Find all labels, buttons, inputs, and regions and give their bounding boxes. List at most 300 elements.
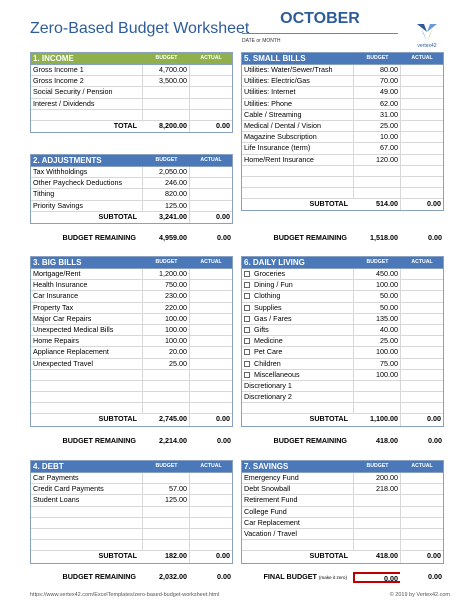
- budget-cell[interactable]: [354, 166, 401, 176]
- budget-cell[interactable]: 20.00: [143, 347, 190, 357]
- table-row: [242, 166, 443, 177]
- table-row: [242, 403, 443, 414]
- budget-cell[interactable]: [143, 473, 190, 483]
- actual-cell[interactable]: [401, 484, 443, 494]
- row-label[interactable]: Social Security / Pension: [31, 87, 143, 97]
- table-row: [242, 359, 443, 370]
- row-label[interactable]: [31, 392, 143, 402]
- worksheet-title: Zero-Based Budget Worksheet: [30, 20, 250, 37]
- budget-column-header: BUDGET: [366, 55, 389, 61]
- row-label-text: Clothing: [254, 291, 281, 301]
- row-label-text: Miscellaneous: [254, 369, 300, 379]
- row-label[interactable]: Emergency Fund: [242, 473, 354, 483]
- table-row: [31, 269, 232, 280]
- budget-cell[interactable]: 1,200.00: [143, 269, 190, 279]
- row-label[interactable]: Utilities: Internet: [242, 87, 354, 97]
- budget-cell[interactable]: 125.00: [143, 495, 190, 505]
- actual-cell[interactable]: [401, 495, 443, 505]
- row-label[interactable]: Unexpected Medical Bills: [31, 325, 143, 335]
- table-row: [242, 65, 443, 76]
- row-label[interactable]: [242, 280, 354, 290]
- budget-cell[interactable]: [143, 392, 190, 402]
- budget-cell[interactable]: [143, 370, 190, 380]
- actual-cell[interactable]: [190, 76, 232, 86]
- budget-cell[interactable]: 120.00: [354, 155, 401, 165]
- budget-cell[interactable]: 70.00: [354, 76, 401, 86]
- month-field-label: DATE or MONTH: [242, 38, 281, 44]
- table-row: [31, 201, 232, 212]
- budget-cell[interactable]: 230.00: [143, 291, 190, 301]
- table-row: [242, 76, 443, 87]
- actual-cell[interactable]: [190, 167, 232, 177]
- row-label[interactable]: Cable / Streaming: [242, 110, 354, 120]
- budget-cell[interactable]: 49.00: [354, 87, 401, 97]
- budget-cell[interactable]: 100.00: [354, 370, 401, 380]
- subtotal-budget: 2,745.00: [143, 414, 190, 425]
- actual-cell[interactable]: [190, 359, 232, 369]
- row-label[interactable]: [242, 166, 354, 176]
- row-label[interactable]: Discretionary 1: [242, 381, 354, 391]
- actual-cell[interactable]: [401, 336, 443, 346]
- actual-cell[interactable]: [401, 166, 443, 176]
- budget-cell[interactable]: 75.00: [354, 359, 401, 369]
- row-label[interactable]: Discretionary 2: [242, 392, 354, 402]
- actual-cell[interactable]: [190, 87, 232, 97]
- table-row: [31, 110, 232, 121]
- actual-cell[interactable]: [190, 65, 232, 75]
- actual-cell[interactable]: [401, 291, 443, 301]
- actual-cell[interactable]: [190, 529, 232, 539]
- final-budget-value: 0.00: [353, 572, 400, 583]
- table-row: [242, 132, 443, 143]
- table-row: [31, 403, 232, 414]
- remaining-actual: 0.00: [217, 572, 231, 581]
- budget-cell[interactable]: 125.00: [143, 201, 190, 211]
- table-row: [31, 325, 232, 336]
- row-label[interactable]: Utilities: Water/Sewer/Trash: [242, 65, 354, 75]
- table-row: [242, 188, 443, 199]
- row-label[interactable]: Utilities: Phone: [242, 99, 354, 109]
- budget-cell[interactable]: 10.00: [354, 132, 401, 142]
- remaining-actual: 0.00: [217, 233, 231, 242]
- subtotal-label: SUBTOTAL: [309, 199, 348, 209]
- actual-cell[interactable]: [190, 325, 232, 335]
- table-row: [242, 392, 443, 403]
- actual-cell[interactable]: [401, 280, 443, 290]
- checkbox-icon[interactable]: [244, 282, 250, 288]
- checkbox-icon[interactable]: [244, 349, 250, 355]
- month-field[interactable]: OCTOBER: [242, 10, 398, 34]
- actual-cell[interactable]: [401, 177, 443, 187]
- subtotal-actual: 0.00: [427, 414, 441, 424]
- row-label-text: Medicine: [254, 336, 283, 346]
- actual-cell[interactable]: [401, 540, 443, 550]
- budget-cell[interactable]: 218.00: [354, 484, 401, 494]
- budget-cell[interactable]: [143, 518, 190, 528]
- budget-cell[interactable]: [354, 188, 401, 198]
- budget-cell[interactable]: 50.00: [354, 291, 401, 301]
- budget-cell[interactable]: [354, 529, 401, 539]
- footer-url-link[interactable]: https://www.vertex42.com/ExcelTemplates/zero-based-budget-worksheet.html: [30, 592, 220, 598]
- table-row: [242, 370, 443, 381]
- remaining-budget: 1,518.00: [370, 233, 398, 242]
- checkbox-icon[interactable]: [244, 327, 250, 333]
- actual-cell[interactable]: [190, 99, 232, 109]
- table-row: [31, 303, 232, 314]
- actual-cell[interactable]: [401, 314, 443, 324]
- row-label[interactable]: [31, 110, 143, 120]
- section-adjustments: [30, 154, 233, 224]
- actual-cell[interactable]: [190, 178, 232, 188]
- total-actual: 0.00: [216, 120, 230, 130]
- subtotal-row: [31, 414, 232, 425]
- row-label[interactable]: Gross Income 1: [31, 65, 143, 75]
- subtotal-label: SUBTOTAL: [309, 551, 348, 561]
- actual-cell[interactable]: [190, 280, 232, 290]
- budget-cell[interactable]: 40.00: [354, 325, 401, 335]
- row-label-text: Pet Care: [254, 347, 283, 357]
- actual-cell[interactable]: [401, 370, 443, 380]
- row-label[interactable]: Vacation / Travel: [242, 529, 354, 539]
- subtotal-actual: 0.00: [427, 199, 441, 209]
- remaining-budget: 2,214.00: [159, 436, 187, 445]
- checkbox-icon[interactable]: [244, 338, 250, 344]
- section-title: 6. DAILY LIVING: [244, 258, 305, 267]
- row-label[interactable]: Priority Savings: [31, 201, 143, 211]
- actual-cell[interactable]: [190, 392, 232, 402]
- actual-cell[interactable]: [401, 269, 443, 279]
- row-label[interactable]: Gross Income 2: [31, 76, 143, 86]
- income-header: [31, 53, 232, 65]
- row-label[interactable]: Debt Snowball: [242, 484, 354, 494]
- actual-cell[interactable]: [401, 99, 443, 109]
- budget-cell[interactable]: 31.00: [354, 110, 401, 120]
- actual-cell[interactable]: [401, 87, 443, 97]
- checkbox-icon[interactable]: [244, 316, 250, 322]
- row-label[interactable]: Health Insurance: [31, 280, 143, 290]
- actual-cell[interactable]: [401, 381, 443, 391]
- budget-cell[interactable]: [354, 540, 401, 550]
- actual-cell[interactable]: [190, 473, 232, 483]
- budget-cell[interactable]: [354, 403, 401, 413]
- budget-cell[interactable]: 100.00: [354, 347, 401, 357]
- actual-cell[interactable]: [190, 403, 232, 413]
- actual-column-header: ACTUAL: [200, 259, 222, 265]
- row-label[interactable]: Home/Rent Insurance: [242, 155, 354, 165]
- total-row: [31, 121, 232, 132]
- actual-cell[interactable]: [401, 529, 443, 539]
- vertex42-logo: [413, 20, 441, 54]
- footer-copyright: © 2019 by Vertex42.com: [389, 592, 450, 598]
- section-income: [30, 52, 233, 133]
- row-label[interactable]: College Fund: [242, 507, 354, 517]
- table-row: [242, 473, 443, 484]
- table-row: [242, 87, 443, 98]
- row-label[interactable]: Student Loans: [31, 495, 143, 505]
- actual-cell[interactable]: [401, 403, 443, 413]
- row-label[interactable]: Property Tax: [31, 303, 143, 313]
- budget-cell[interactable]: [143, 99, 190, 109]
- table-row: [242, 269, 443, 280]
- actual-column-header: ACTUAL: [200, 55, 222, 61]
- row-label[interactable]: [242, 314, 354, 324]
- budget-cell[interactable]: 2,050.00: [143, 167, 190, 177]
- subtotal-budget: 3,241.00: [143, 212, 190, 223]
- actual-cell[interactable]: [401, 392, 443, 402]
- budget-cell[interactable]: [143, 381, 190, 391]
- budget-cell[interactable]: 57.00: [143, 484, 190, 494]
- budget-cell[interactable]: 25.00: [354, 121, 401, 131]
- actual-cell[interactable]: [401, 518, 443, 528]
- budget-cell[interactable]: [354, 518, 401, 528]
- actual-cell[interactable]: [401, 507, 443, 517]
- section-title: 2. ADJUSTMENTS: [33, 156, 102, 165]
- final-budget-label-text: FINAL BUDGET: [263, 572, 317, 581]
- budget-cell[interactable]: 100.00: [354, 280, 401, 290]
- row-label[interactable]: [242, 177, 354, 187]
- budget-cell[interactable]: [143, 403, 190, 413]
- actual-cell[interactable]: [401, 121, 443, 131]
- row-label[interactable]: Other Paycheck Deductions: [31, 178, 143, 188]
- row-label[interactable]: Medical / Dental / Vision: [242, 121, 354, 131]
- logo-icon: [413, 20, 441, 44]
- actual-cell[interactable]: [401, 155, 443, 165]
- budget-cell[interactable]: 200.00: [354, 473, 401, 483]
- subtotal-budget: 182.00: [143, 551, 190, 562]
- actual-cell[interactable]: [190, 189, 232, 199]
- table-row: [242, 495, 443, 506]
- budget-cell[interactable]: 220.00: [143, 303, 190, 313]
- final-budget-note: (make it zero): [318, 575, 347, 580]
- actual-cell[interactable]: [190, 507, 232, 517]
- remaining-label: BUDGET REMAINING: [62, 572, 136, 581]
- budget-cell[interactable]: 67.00: [354, 143, 401, 153]
- table-row: [242, 99, 443, 110]
- budget-cell[interactable]: [354, 177, 401, 187]
- actual-cell[interactable]: [190, 370, 232, 380]
- table-row: [31, 495, 232, 506]
- budget-cell[interactable]: 25.00: [354, 336, 401, 346]
- row-label[interactable]: [242, 540, 354, 550]
- row-label[interactable]: Utilities: Electric/Gas: [242, 76, 354, 86]
- row-label[interactable]: Interest / Dividends: [31, 99, 143, 109]
- total-label: TOTAL: [113, 120, 137, 130]
- row-label[interactable]: Magazine Subscription: [242, 132, 354, 142]
- actual-cell[interactable]: [401, 359, 443, 369]
- budget-cell[interactable]: 246.00: [143, 178, 190, 188]
- row-label-text: Gas / Fares: [254, 313, 292, 323]
- actual-cell[interactable]: [401, 65, 443, 75]
- actual-cell[interactable]: [190, 336, 232, 346]
- table-row: [31, 314, 232, 325]
- remaining-label: BUDGET REMAINING: [273, 436, 347, 445]
- row-label[interactable]: [31, 370, 143, 380]
- row-label[interactable]: Life Insurance (term): [242, 143, 354, 153]
- row-label[interactable]: Car Replacement: [242, 518, 354, 528]
- row-label[interactable]: [242, 359, 354, 369]
- table-row: [242, 121, 443, 132]
- actual-cell[interactable]: [401, 143, 443, 153]
- budget-cell[interactable]: [143, 529, 190, 539]
- subtotal-label: SUBTOTAL: [98, 414, 137, 424]
- budget-cell[interactable]: [143, 110, 190, 120]
- big-bills-header: [31, 257, 232, 269]
- section-savings: [241, 460, 444, 564]
- budget-cell[interactable]: [143, 507, 190, 517]
- budget-cell[interactable]: 100.00: [143, 336, 190, 346]
- actual-cell[interactable]: [190, 291, 232, 301]
- table-row: [242, 347, 443, 358]
- remaining-budget: 4,959.00: [159, 233, 187, 242]
- row-label[interactable]: [31, 507, 143, 517]
- budget-cell[interactable]: [354, 381, 401, 391]
- table-row: [31, 518, 232, 529]
- row-label[interactable]: Major Car Repairs: [31, 314, 143, 324]
- actual-cell[interactable]: [401, 110, 443, 120]
- row-label[interactable]: Car Payments: [31, 473, 143, 483]
- checkbox-icon[interactable]: [244, 271, 250, 277]
- row-label[interactable]: Retirement Fund: [242, 495, 354, 505]
- actual-cell[interactable]: [401, 347, 443, 357]
- budget-cell[interactable]: 4,700.00: [143, 65, 190, 75]
- row-label[interactable]: [242, 336, 354, 346]
- row-label[interactable]: Unexpected Travel: [31, 359, 143, 369]
- small-bills-header: [242, 53, 443, 65]
- table-row: [31, 167, 232, 178]
- actual-cell[interactable]: [190, 303, 232, 313]
- row-label[interactable]: Home Repairs: [31, 336, 143, 346]
- daily-living-budget-remaining: [241, 436, 444, 447]
- row-label[interactable]: [31, 403, 143, 413]
- big-bills-budget-remaining: [30, 436, 233, 447]
- row-label[interactable]: [242, 303, 354, 313]
- worksheet-header: [30, 10, 450, 48]
- actual-cell[interactable]: [190, 110, 232, 120]
- checkbox-icon[interactable]: [244, 372, 250, 378]
- row-label[interactable]: [242, 269, 354, 279]
- final-actual-value: 0.00: [428, 572, 442, 581]
- remaining-label: BUDGET REMAINING: [62, 233, 136, 242]
- checkbox-icon[interactable]: [244, 293, 250, 299]
- budget-cell[interactable]: [354, 507, 401, 517]
- row-label[interactable]: [31, 381, 143, 391]
- budget-cell[interactable]: 100.00: [143, 314, 190, 324]
- actual-cell[interactable]: [401, 76, 443, 86]
- budget-cell[interactable]: 62.00: [354, 99, 401, 109]
- table-row: [31, 280, 232, 291]
- checkbox-icon[interactable]: [244, 361, 250, 367]
- subtotal-row: [242, 551, 443, 562]
- budget-column-header: BUDGET: [366, 463, 389, 469]
- row-label[interactable]: Tithing: [31, 189, 143, 199]
- actual-cell[interactable]: [401, 188, 443, 198]
- row-label[interactable]: [31, 529, 143, 539]
- actual-cell[interactable]: [190, 201, 232, 211]
- row-label[interactable]: Mortgage/Rent: [31, 269, 143, 279]
- final-budget-row: [241, 572, 444, 583]
- budget-cell[interactable]: 750.00: [143, 280, 190, 290]
- row-label[interactable]: [242, 403, 354, 413]
- actual-cell[interactable]: [190, 518, 232, 528]
- actual-column-header: ACTUAL: [411, 55, 433, 61]
- table-row: [31, 381, 232, 392]
- actual-cell[interactable]: [190, 381, 232, 391]
- budget-cell[interactable]: 80.00: [354, 65, 401, 75]
- section-title: 3. BIG BILLS: [33, 258, 82, 267]
- row-label-text: Dining / Fun: [254, 280, 293, 290]
- row-label[interactable]: [242, 370, 354, 380]
- row-label-text: Supplies: [254, 302, 282, 312]
- actual-cell[interactable]: [190, 484, 232, 494]
- table-row: [31, 76, 232, 87]
- budget-cell[interactable]: [354, 495, 401, 505]
- actual-cell[interactable]: [401, 325, 443, 335]
- row-label[interactable]: Car Insurance: [31, 291, 143, 301]
- subtotal-budget: 1,100.00: [354, 414, 401, 425]
- subtotal-row: [242, 414, 443, 425]
- section-title: 4. DEBT: [33, 462, 64, 471]
- table-row: [242, 518, 443, 529]
- table-row: [31, 99, 232, 110]
- actual-cell[interactable]: [401, 473, 443, 483]
- budget-cell[interactable]: 25.00: [143, 359, 190, 369]
- budget-column-header: BUDGET: [155, 259, 178, 265]
- budget-cell[interactable]: 450.00: [354, 269, 401, 279]
- budget-cell[interactable]: [143, 540, 190, 550]
- budget-cell[interactable]: 135.00: [354, 314, 401, 324]
- section-title: 7. SAVINGS: [244, 462, 289, 471]
- budget-column-header: BUDGET: [155, 463, 178, 469]
- actual-cell[interactable]: [190, 269, 232, 279]
- actual-cell[interactable]: [190, 347, 232, 357]
- checkbox-icon[interactable]: [244, 305, 250, 311]
- row-label[interactable]: Tax Withholdings: [31, 167, 143, 177]
- actual-cell[interactable]: [190, 540, 232, 550]
- actual-cell[interactable]: [190, 495, 232, 505]
- actual-cell[interactable]: [401, 132, 443, 142]
- budget-cell[interactable]: [354, 392, 401, 402]
- budget-cell[interactable]: 50.00: [354, 303, 401, 313]
- row-label[interactable]: Appliance Replacement: [31, 347, 143, 357]
- table-row: [242, 143, 443, 154]
- table-row: [31, 484, 232, 495]
- row-label[interactable]: [31, 518, 143, 528]
- table-row: [242, 110, 443, 121]
- row-label[interactable]: [242, 188, 354, 198]
- budget-cell[interactable]: 3,500.00: [143, 76, 190, 86]
- subtotal-actual: 0.00: [216, 414, 230, 424]
- budget-cell[interactable]: 100.00: [143, 325, 190, 335]
- actual-cell[interactable]: [190, 314, 232, 324]
- actual-column-header: ACTUAL: [200, 157, 222, 163]
- budget-cell[interactable]: 820.00: [143, 189, 190, 199]
- section-daily-living: [241, 256, 444, 427]
- row-label[interactable]: [242, 291, 354, 301]
- table-row: [242, 540, 443, 551]
- actual-cell[interactable]: [401, 303, 443, 313]
- row-label[interactable]: [242, 325, 354, 335]
- daily-living-header: [242, 257, 443, 269]
- row-label-text: Children: [254, 358, 281, 368]
- row-label[interactable]: [31, 540, 143, 550]
- budget-cell[interactable]: [143, 87, 190, 97]
- row-label[interactable]: Credit Card Payments: [31, 484, 143, 494]
- subtotal-budget: 418.00: [354, 551, 401, 562]
- footer: [0, 592, 474, 604]
- table-row: [31, 336, 232, 347]
- row-label[interactable]: [242, 347, 354, 357]
- subtotal-row: [242, 199, 443, 210]
